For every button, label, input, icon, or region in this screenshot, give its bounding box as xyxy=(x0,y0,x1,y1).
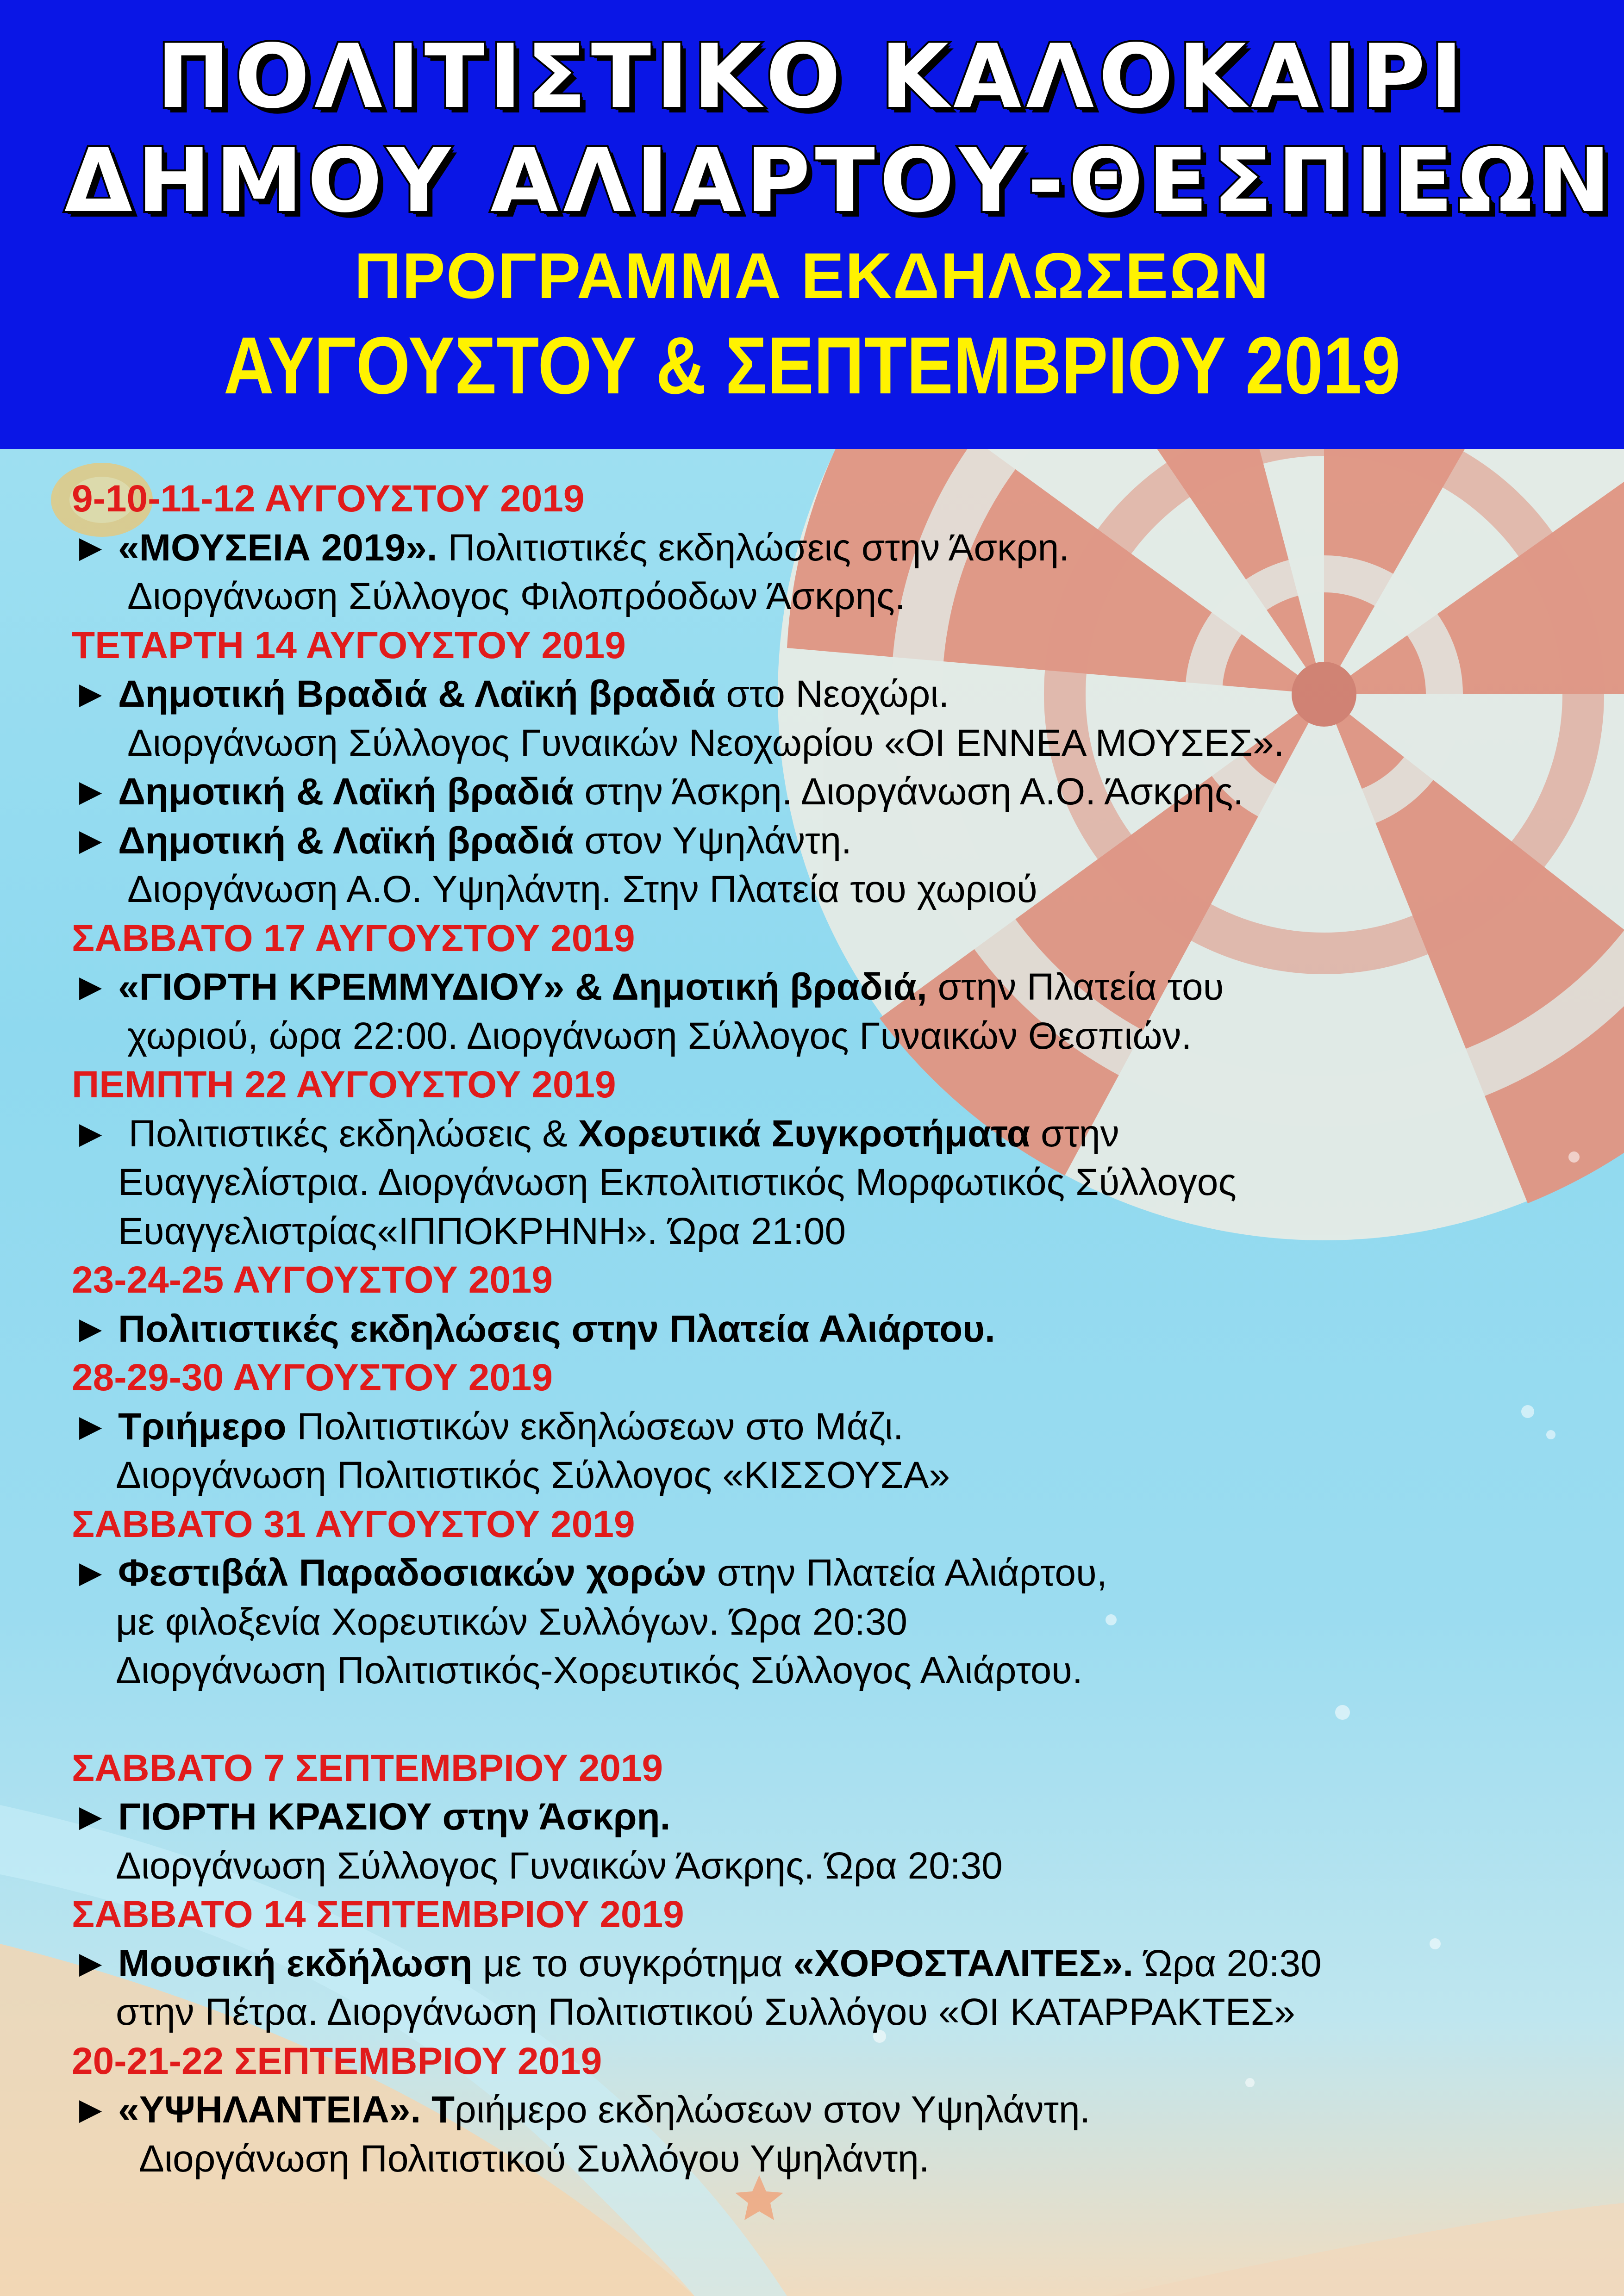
event-title: Δημοτική Βραδιά & Λαϊκή βραδιά xyxy=(118,673,716,715)
event-continuation: στην Πέτρα. Διοργάνωση Πολιτιστικού Συλλόγου «ΟΙ ΚΑΤΑΡΡΑΚΤΕΣ» xyxy=(116,1991,1295,2033)
event-title: ΓΙΟΡΤΗ ΚΡΑΣΙΟΥ στην Άσκρη. xyxy=(118,1796,671,1838)
event-day xyxy=(72,2037,1576,2184)
event-text: στην Πλατεία Αλιάρτου, xyxy=(706,1552,1107,1594)
event-text: στην Πλατεία του xyxy=(927,966,1224,1008)
event-continuation: Διοργάνωση Πολιτιστικός-Χορευτικός Σύλλογος Αλιάρτου. xyxy=(116,1649,1083,1692)
event-day xyxy=(72,621,1576,914)
event-text: Πολιτιστικές εκδηλώσεις στην Άσκρη. xyxy=(437,526,1070,569)
title-line-2: ΔΗΜΟΥ ΑΛΙΑΡΤΟΥ-ΘΕΣΠΙΕΩΝ xyxy=(64,130,1616,232)
event-day xyxy=(72,1353,1576,1500)
event-date: 28-29-30 ΑΥΓΟΥΣΤΟΥ 2019 xyxy=(72,1356,553,1399)
event-item xyxy=(72,1549,1576,1598)
event-title: Τριήμερο xyxy=(118,1405,287,1448)
section-gap xyxy=(72,1695,1576,1744)
play-arrow-icon: ► xyxy=(72,1552,110,1594)
event-title: Δημοτική & Λαϊκή βραδιά xyxy=(118,819,574,862)
sand-bottom-right xyxy=(1111,2203,1624,2296)
event-text: με το συγκρότημα xyxy=(472,1942,793,1985)
event-continuation: χωριού, ώρα 22:00. Διοργάνωση Σύλλογος Γυναικών Θεσπιών. xyxy=(127,1014,1192,1057)
event-title: Φεστιβάλ Παραδοσιακών χορών xyxy=(118,1552,706,1594)
event-date: ΠΕΜΠΤΗ 22 ΑΥΓΟΥΣΤΟΥ 2019 xyxy=(72,1064,616,1106)
period-title: ΑΥΓΟΥΣΤΟΥ & ΣΕΠΤΕΜΒΡΙΟΥ 2019 xyxy=(223,321,1401,411)
title-line-1: ΠΟΛΙΤΙΣΤΙΚΟ ΚΑΛΟΚΑΙΡΙ xyxy=(156,25,1468,128)
event-item xyxy=(72,963,1576,1012)
event-item xyxy=(72,2085,1576,2134)
event-continuation: Διοργάνωση Σύλλογος Φιλοπρόοδων Άσκρης. xyxy=(127,575,906,617)
event-continuation: Διοργάνωση Α.Ο. Υψηλάντη. Στην Πλατεία του χωριού xyxy=(127,868,1037,910)
event-title: Χορευτικά Συγκροτήματα xyxy=(578,1112,1031,1155)
event-day xyxy=(72,1256,1576,1353)
event-text: Πολιτιστικές εκδηλώσεις & xyxy=(118,1112,578,1155)
event-title: Δημοτική & Λαϊκή βραδιά xyxy=(118,771,574,813)
event-continuation: Διοργάνωση Πολιτιστικού Συλλόγου Υψηλάντη. xyxy=(139,2137,930,2180)
play-arrow-icon: ► xyxy=(72,1796,110,1838)
event-text: στο Νεοχώρι. xyxy=(715,673,949,715)
event-date: ΣΑΒΒΑΤΟ 31 ΑΥΓΟΥΣΤΟΥ 2019 xyxy=(72,1503,635,1545)
event-date: 9-10-11-12 ΑΥΓΟΥΣΤΟΥ 2019 xyxy=(72,478,585,520)
event-day xyxy=(72,1744,1576,1891)
play-arrow-icon: ► xyxy=(72,1307,110,1350)
event-date: ΣΑΒΒΑΤΟ 14 ΣΕΠΤΕΜΒΡΙΟΥ 2019 xyxy=(72,1893,684,1935)
event-day xyxy=(72,1060,1576,1256)
event-text: στον Υψηλάντη. xyxy=(574,819,852,862)
event-text: στην Άσκρη. Διοργάνωση Α.Ο. Άσκρης. xyxy=(574,771,1244,813)
play-arrow-icon: ► xyxy=(72,2089,110,2131)
event-date: ΤΕΤΑΡΤΗ 14 ΑΥΓΟΥΣΤΟΥ 2019 xyxy=(72,624,626,666)
play-arrow-icon: ► xyxy=(72,771,110,813)
event-title: «ΥΨΗΛΑΝΤΕΙΑ». Τ xyxy=(118,2089,455,2131)
play-arrow-icon: ► xyxy=(72,1405,110,1448)
event-item xyxy=(72,1792,1576,1842)
event-continuation: Ευαγγελιστρίας«ΙΠΠΟΚΡΗΝΗ». Ώρα 21:00 xyxy=(118,1210,846,1252)
play-arrow-icon: ► xyxy=(72,1112,110,1155)
event-continuation: με φιλοξενία Χορευτικών Συλλόγων. Ώρα 20:30 xyxy=(116,1600,907,1643)
event-schedule xyxy=(72,474,1576,2183)
event-item xyxy=(72,1402,1576,1451)
event-title-2: «ΧΟΡΟΣΤΑΛΙΤΕΣ». xyxy=(793,1942,1134,1985)
event-day xyxy=(72,914,1576,1061)
play-arrow-icon: ► xyxy=(72,819,110,862)
event-date: 23-24-25 ΑΥΓΟΥΣΤΟΥ 2019 xyxy=(72,1259,553,1301)
event-text: ριήμερο εκδηλώσεων στον Υψηλάντη. xyxy=(455,2089,1091,2131)
event-item xyxy=(72,767,1576,816)
event-item xyxy=(72,816,1576,865)
event-title: «ΜΟΥΣΕΙΑ 2019». xyxy=(118,526,437,569)
event-date: ΣΑΒΒΑΤΟ 17 ΑΥΓΟΥΣΤΟΥ 2019 xyxy=(72,917,635,959)
header-banner xyxy=(0,0,1624,449)
play-arrow-icon: ► xyxy=(72,966,110,1008)
event-day xyxy=(72,1890,1576,2037)
event-text: στην xyxy=(1030,1112,1119,1155)
play-arrow-icon: ► xyxy=(72,1942,110,1985)
event-title: Μουσική εκδήλωση xyxy=(118,1942,473,1985)
subtitle: ΠΡΟΓΡΑΜΜΑ ΕΚΔΗΛΩΣΕΩΝ xyxy=(354,239,1270,312)
event-item xyxy=(72,670,1576,719)
play-arrow-icon: ► xyxy=(72,526,110,569)
play-arrow-icon: ► xyxy=(72,673,110,715)
event-date: 20-21-22 ΣΕΠΤΕΜΒΡΙΟΥ 2019 xyxy=(72,2040,602,2082)
event-day xyxy=(72,1500,1576,1695)
event-item xyxy=(72,1109,1576,1158)
event-text: Πολιτιστικών εκδηλώσεων στο Μάζι. xyxy=(286,1405,904,1448)
event-continuation: Διοργάνωση Σύλλογος Γυναικών Άσκρης. Ώρα 20:30 xyxy=(116,1844,1003,1887)
event-date: ΣΑΒΒΑΤΟ 7 ΣΕΠΤΕΜΒΡΙΟΥ 2019 xyxy=(72,1747,663,1789)
event-continuation: Διοργάνωση Πολιτιστικός Σύλλογος «ΚΙΣΣΟΥΣΑ» xyxy=(116,1454,950,1496)
event-continuation: Ευαγγελίστρια. Διοργάνωση Εκπολιτιστικός Μορφωτικός Σύλλογος xyxy=(118,1161,1237,1203)
event-item xyxy=(72,1305,1576,1354)
event-day xyxy=(72,474,1576,621)
event-title: Πολιτιστικές εκδηλώσεις στην Πλατεία Αλιάρτου. xyxy=(118,1307,995,1350)
event-item xyxy=(72,523,1576,572)
event-item xyxy=(72,1939,1576,1988)
event-continuation: Διοργάνωση Σύλλογος Γυναικών Νεοχωρίου «ΟΙ ΕΝΝΕΑ ΜΟΥΣΕΣ». xyxy=(127,722,1285,764)
event-title: «ΓΙΟΡΤΗ ΚΡΕΜΜΥΔΙΟΥ» & Δημοτική βραδιά, xyxy=(118,966,927,1008)
event-text-2: Ώρα 20:30 xyxy=(1133,1942,1322,1985)
